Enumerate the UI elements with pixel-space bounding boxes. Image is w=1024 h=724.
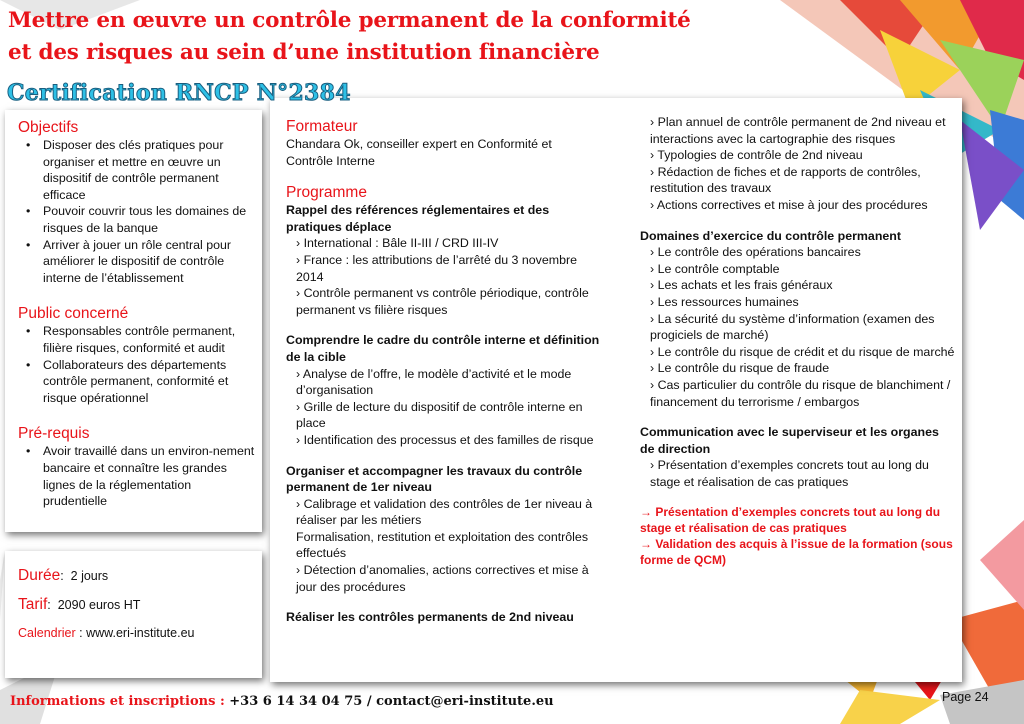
middle-column — [286, 117, 601, 626]
certification-heading: Certification RNCP N°2384 — [7, 80, 351, 106]
list-item: › Analyse de l’offre, le modèle d’activité et le mode d’organisation — [296, 366, 572, 398]
prerequis-list — [18, 443, 256, 509]
tarif-value: 2090 euros HT — [57, 597, 141, 612]
footer-contact — [10, 694, 554, 709]
programme-title: Programme — [286, 184, 367, 202]
programme-heading: Comprendre le cadre du contrôle interne et définition de la cible — [286, 333, 600, 364]
list-item: › Présentation d’exemples concrets tout au long du stage et réalisation de cas pratiques — [650, 458, 929, 489]
prerequis-title: Pré-requis — [18, 425, 90, 443]
title-line-1: Mettre en œuvre un contrôle permanent de la conformité — [8, 8, 691, 33]
list-item: • Avoir travaillé dans un environ-nement bancaire et connaître les grandes lignes de la réglementation prudentielle — [18, 443, 256, 509]
footer-contact-value[interactable]: +33 6 14 34 04 75 / contact@eri-institute.eu — [229, 694, 554, 709]
list-item: › La sécurité du système d’information (examen des progiciels de marché) — [650, 311, 935, 343]
list-item: › Les achats et les frais généraux — [650, 278, 833, 293]
duree-row: Durée: 2 jours — [18, 567, 109, 584]
formateur-title: Formateur — [286, 118, 358, 135]
duree-value: 2 jours — [70, 569, 109, 583]
list-item: › Calibrage et validation des contrôles de 1er niveau à réaliser par les métiers — [296, 496, 593, 528]
domaines-heading: Domaines d’exercice du contrôle permanent — [640, 228, 901, 243]
highlight-1: → Présentation d’exemples concrets tout au long du stage et réalisation de cas pratiques — [640, 505, 941, 536]
title-line-2: et des risques au sein d’une institution financière — [8, 40, 600, 65]
page-number: Page 24 — [942, 690, 989, 704]
list-item: › France : les attributions de l’arrêté du 3 novembre 2014 — [296, 252, 577, 284]
public-title: Public concerné — [18, 305, 129, 323]
calendrier-row: Calendrier : www.eri-institute.eu — [18, 626, 195, 641]
calendrier-label: Calendrier — [18, 626, 76, 641]
programme-heading: Organiser et accompagner les travaux du contrôle permanent de 1er niveau — [286, 463, 583, 495]
programme-heading: Réaliser les contrôles permanents de 2nd niveau — [286, 610, 574, 625]
calendrier-link[interactable]: www.eri-institute.eu — [86, 626, 195, 641]
info-box — [18, 568, 256, 642]
programme-heading: Rappel des références réglementaires et des pratiques déplace — [286, 203, 550, 234]
list-item: › International : Bâle II-III / CRD III-IV — [296, 236, 499, 251]
tarif-row: Tarif: 2090 euros HT — [18, 595, 141, 613]
list-item: › Le contrôle comptable — [650, 261, 780, 276]
list-item: • Collaborateurs des départements contrôle permanent, conformité et risque opérationnel — [18, 357, 256, 407]
communication-heading: Communication avec le superviseur et les organes de direction — [640, 425, 939, 456]
list-item: Formalisation, restitution et exploitation des contrôles effectués — [296, 529, 589, 561]
list-item: • Responsables contrôle permanent, filière risques, conformité et audit — [18, 323, 256, 356]
list-item: › Typologies de contrôle de 2nd niveau — [650, 148, 863, 163]
duree-label: Durée — [18, 567, 61, 584]
list-item: • Pouvoir couvrir tous les domaines de risques de la banque — [18, 203, 256, 236]
list-item: › Cas particulier du contrôle du risque de blanchiment / financement du terrorisme / embargos — [650, 377, 951, 409]
list-item: › Contrôle permanent vs contrôle périodique, contrôle permanent vs filière risques — [296, 286, 589, 317]
list-item: › Plan annuel de contrôle permanent de 2nd niveau et interactions avec la cartographie des risques — [650, 115, 946, 146]
objectifs-list — [18, 137, 256, 286]
formateur-text: Chandara Ok, conseiller expert en Conformité et Contrôle Interne — [286, 137, 552, 168]
list-item: › Le contrôle des opérations bancaires — [650, 245, 861, 260]
left-column — [18, 118, 256, 510]
list-item: • Disposer des clés pratiques pour organiser et mettre en œuvre un dispositif de contrôle permanent efficace — [18, 137, 256, 203]
list-item: › Identification des processus et des familles de risque — [296, 432, 594, 447]
list-item: • Arriver à jouer un rôle central pour améliorer le dispositif de contrôle interne de l’établissement — [18, 237, 256, 287]
list-item: › Le contrôle du risque de fraude — [650, 361, 830, 376]
public-list — [18, 323, 256, 406]
objectifs-title: Objectifs — [18, 119, 79, 136]
tarif-label: Tarif — [18, 595, 48, 613]
right-column — [640, 114, 955, 568]
highlight-2: → Validation des acquis à l’issue de la formation (sous forme de QCM) — [640, 537, 953, 568]
list-item: › Le contrôle du risque de crédit et du risque de marché — [650, 344, 955, 359]
list-item: › Rédaction de fiches et de rapports de contrôles, restitution des travaux — [650, 164, 921, 196]
list-item: › Grille de lecture du dispositif de contrôle interne en place — [296, 399, 583, 431]
list-item: › Actions correctives et mise à jour des procédures — [650, 197, 928, 212]
list-item: › Les ressources humaines — [650, 294, 799, 309]
list-item: › Détection d’anomalies, actions correctives et mise à jour des procédures — [296, 563, 589, 594]
footer-label: Informations et inscriptions : — [10, 694, 225, 709]
